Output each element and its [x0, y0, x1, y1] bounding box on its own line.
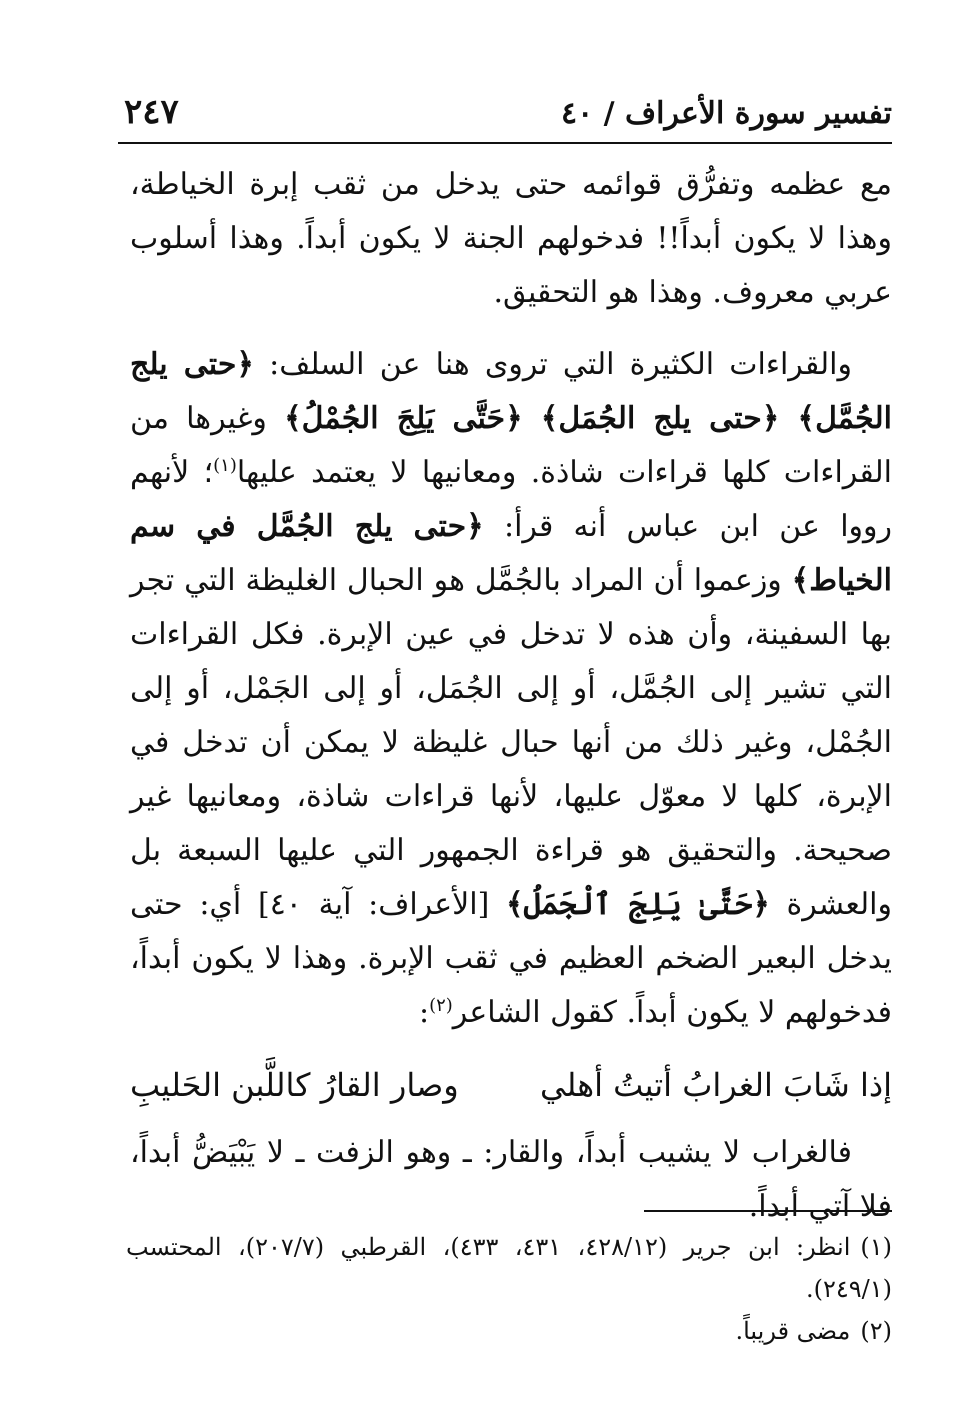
poetry-verse: [130, 1058, 892, 1112]
page-header: [118, 92, 892, 144]
verse-second-hemistich: وصار القارُ كاللَّبن الحَليبِ: [130, 1066, 459, 1104]
footnote-divider: [644, 1210, 892, 1212]
quran-readings-quote: ﴿حتى يلج الجُمَّل﴾ ﴿حتى يلج الجُمَل﴾ ﴿حَتَّى يَلِجَ الجُمْلُ﴾: [130, 347, 892, 436]
paragraph-2-text-c: ؛ لأنهم رووا عن ابن عباس أنه قرأ:: [130, 455, 892, 544]
paragraph-2: [130, 338, 892, 1040]
paragraph-2-text-e: [الأعراف: آية ٤٠] أي: حتى يدخل البعير الضخم العظيم في ثقب الإبرة. وهذا لا يكون أبداً، فدخولهم لا يكون أبداً. كقول الشاعر: [130, 887, 892, 1030]
running-title: تفسير سورة الأعراف / ٤٠: [560, 96, 892, 131]
paragraph-1: مع عظمه وتفرُّق قوائمه حتى يدخل من ثقب إبرة الخياطة، وهذا لا يكون أبداً!! فدخولهم الجنة لا يكون أبداً. وهذا أسلوب عربي معروف. وهذا هو التحقيق.: [130, 167, 892, 310]
footnote-text: انظر: ابن جرير (٤٢٨/١٢، ٤٣١، ٤٣٣)، القرطبي (٢٠٧/٧)، المحتسب (٢٤٩/١).: [126, 1233, 892, 1303]
page-number: ٢٤٧: [124, 92, 179, 132]
footnote-number: (١): [860, 1233, 893, 1261]
paragraph-2-text-b: وغيرها من القراءات كلها قراءات شاذة. ومعانيها لا يعتمد عليها: [130, 401, 892, 490]
paragraph-2-text-f: :: [418, 995, 430, 1030]
quran-verse-quote: ﴿حَتَّىٰ يَلِجَ ٱلْجَمَلُ﴾: [506, 887, 770, 922]
footnote-1: [126, 1226, 892, 1310]
main-text: [130, 158, 892, 1252]
paragraph-2-text-d: وزعموا أن المراد بالجُمَّل هو الحبال الغليظة التي تجر بها السفينة، وأن هذه لا تدخل في عين الإبرة. فكل القراءات التي تشير إلى الجُمَّل، أو إلى الجُمَل، أو إلى الجَمْل، أو إلى الجُمْل، وغير ذلك من أنها حبال غليظة لا يمكن أن تدخل في الإبرة، كلها لا معوّل عليها، لأنها قراءات شاذة، ومعانيها غير صحيحة. والتحقيق هو قراءة الجمهور التي عليها السبعة بل والعشرة: [130, 563, 892, 922]
ibn-abbas-reading-quote: ﴿حتى يلج الجُمَّل في سم الخياط﴾: [130, 509, 892, 598]
paragraph-3: فالغراب لا يشيب أبداً، والقار: ـ وهو الزفت ـ لا يَبْيَضُّ أبداً، فلا آتي أبداً.: [130, 1135, 892, 1224]
footnote-text: مضى قريباً.: [735, 1317, 851, 1345]
footnote-ref-2[interactable]: (٢): [429, 995, 453, 1016]
footnotes-section: [126, 1210, 892, 1352]
footnote-2: [126, 1310, 892, 1352]
footnote-number: (٢): [860, 1317, 892, 1345]
paragraph-2-text-a: والقراءات الكثيرة التي تروى هنا عن السلف:: [253, 347, 852, 382]
verse-first-hemistich: إذا شَابَ الغرابُ أتيتُ أهلي: [539, 1066, 892, 1104]
footnote-ref-1[interactable]: (١): [213, 455, 237, 476]
